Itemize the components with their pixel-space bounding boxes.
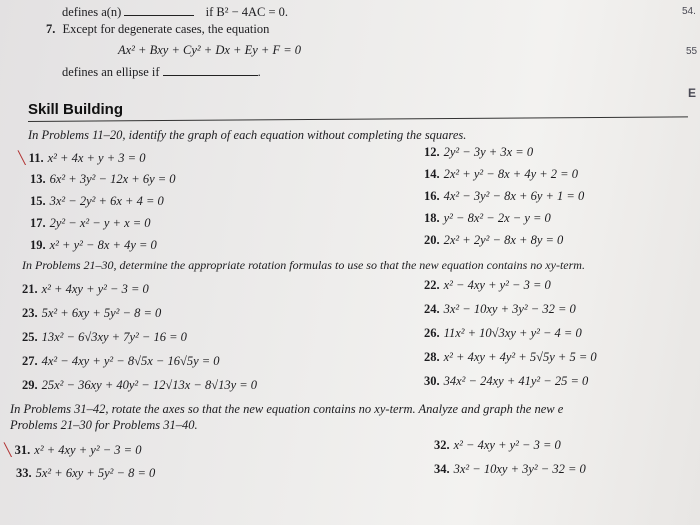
edge-mark: 55 bbox=[686, 46, 698, 57]
problem-23: 23. 5x² + 6xy + 5y² − 8 = 0 bbox=[22, 306, 162, 320]
problem-17: 17. 2y² − x² − y + x = 0 bbox=[30, 216, 151, 230]
problem-34: 34. 3x² − 10xy + 3y² − 32 = 0 bbox=[434, 462, 586, 476]
problem-16: 16. 4x² − 3y² − 8x + 6y + 1 = 0 bbox=[424, 189, 585, 203]
problem-24: 24. 3x² − 10xy + 3y² − 32 = 0 bbox=[424, 302, 576, 316]
problem-32: 32. x² − 4xy + y² − 3 = 0 bbox=[434, 438, 561, 452]
problem-12: 12. 2y² − 3y + 3x = 0 bbox=[424, 145, 534, 159]
instructions-31-42-cont: Problems 21–30 for Problems 31–40. bbox=[10, 418, 198, 432]
check-mark: ╲ bbox=[18, 151, 26, 165]
line-defines-a-n: defines a(n) if B² − 4AC = 0. bbox=[62, 5, 289, 19]
edge-mark: E bbox=[688, 86, 697, 100]
problem-14: 14. 2x² + y² − 8x + 4y + 2 = 0 bbox=[424, 167, 578, 181]
problem-11: ╲ 11. x² + 4x + y + 3 = 0 bbox=[18, 151, 146, 165]
problem-13: 13. 6x² + 3y² − 12x + 6y = 0 bbox=[30, 172, 176, 186]
line-defines-ellipse: defines an ellipse if . bbox=[62, 65, 261, 79]
section-divider bbox=[28, 116, 688, 122]
problem-25: 25. 13x² − 6√3xy + 7y² − 16 = 0 bbox=[22, 330, 187, 344]
instructions-11-20: In Problems 11–20, identify the graph of each equation without completing the squares. bbox=[28, 128, 467, 142]
instructions-31-42: In Problems 31–42, rotate the axes so that the new equation contains no xy-term. Analyze and graph the new e bbox=[10, 402, 564, 416]
problem-30: 30. 34x² − 24xy + 41y² − 25 = 0 bbox=[424, 374, 589, 388]
problem-18: 18. y² − 8x² − 2x − y = 0 bbox=[424, 211, 551, 225]
check-mark: ╲ bbox=[4, 443, 12, 457]
general-conic-equation: Ax² + Bxy + Cy² + Dx + Ey + F = 0 bbox=[118, 43, 302, 57]
problem-33: 33. 5x² + 6xy + 5y² − 8 = 0 bbox=[16, 466, 156, 480]
instructions-21-30: In Problems 21–30, determine the appropriate rotation formulas to use so that the new equation contains no xy-term. bbox=[22, 258, 585, 272]
answer-blank bbox=[163, 64, 258, 76]
problem-22: 22. x² − 4xy + y² − 3 = 0 bbox=[424, 278, 551, 292]
answer-blank bbox=[124, 4, 194, 16]
problem-31: ╲ 31. x² + 4xy + y² − 3 = 0 bbox=[4, 443, 142, 457]
problem-28: 28. x² + 4xy + 4y² + 5√5y + 5 = 0 bbox=[424, 350, 597, 364]
edge-mark: 54. bbox=[682, 6, 696, 17]
problem-19: 19. x² + y² − 8x + 4y = 0 bbox=[30, 238, 157, 252]
problem-26: 26. 11x² + 10√3xy + y² − 4 = 0 bbox=[424, 326, 582, 340]
problem-20: 20. 2x² + 2y² − 8x + 8y = 0 bbox=[424, 233, 564, 247]
problem-7: 7. Except for degenerate cases, the equation bbox=[46, 22, 270, 36]
problem-29: 29. 25x² − 36xy + 40y² − 12√13x − 8√13y = 0 bbox=[22, 378, 258, 392]
problem-15: 15. 3x² − 2y² + 6x + 4 = 0 bbox=[30, 194, 164, 208]
problem-21: 21. x² + 4xy + y² − 3 = 0 bbox=[22, 282, 149, 296]
problem-27: 27. 4x² − 4xy + y² − 8√5x − 16√5y = 0 bbox=[22, 354, 220, 368]
section-title: Skill Building bbox=[28, 101, 124, 118]
